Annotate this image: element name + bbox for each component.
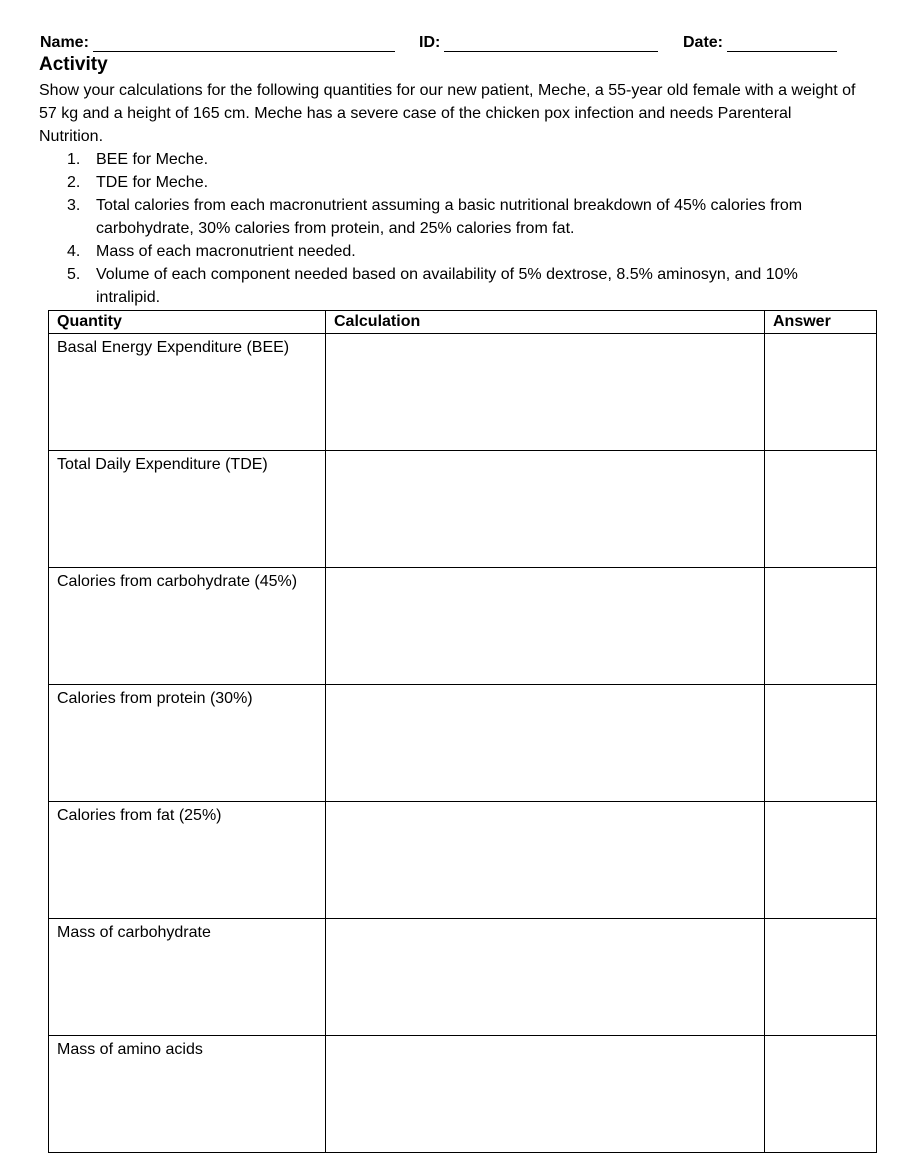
- task-text: BEE for Meche.: [96, 151, 209, 168]
- quantity-cell: Mass of amino acids: [49, 1036, 326, 1153]
- table-row: [49, 568, 877, 685]
- calculation-cell[interactable]: [326, 451, 765, 568]
- table-header-row: [49, 311, 877, 334]
- activity-title: Activity: [39, 54, 108, 75]
- calculation-cell[interactable]: [326, 685, 765, 802]
- name-field: [40, 30, 395, 52]
- answer-cell[interactable]: [765, 685, 877, 802]
- answer-cell[interactable]: [765, 1036, 877, 1153]
- table-row: [49, 802, 877, 919]
- quantity-cell: Calories from carbohydrate (45%): [49, 568, 326, 685]
- calculation-cell[interactable]: [326, 919, 765, 1036]
- task-number: 3.: [67, 197, 81, 214]
- task-item: [40, 148, 840, 171]
- name-label: Name:: [40, 34, 89, 51]
- answer-cell[interactable]: [765, 919, 877, 1036]
- id-label: ID:: [419, 34, 441, 51]
- date-field: [683, 30, 837, 52]
- task-number: 4.: [67, 243, 81, 260]
- task-number: 5.: [67, 266, 81, 283]
- column-header-answer: Answer: [765, 311, 877, 334]
- date-label: Date:: [683, 34, 724, 51]
- answer-cell[interactable]: [765, 334, 877, 451]
- task-number: 1.: [67, 151, 81, 168]
- column-header-calculation: Calculation: [326, 311, 765, 334]
- task-item: [40, 194, 840, 240]
- task-item: [40, 171, 840, 194]
- task-text: Volume of each component needed based on availability of 5% dextrose, 8.5% aminosyn, and 10% intralipid.: [96, 266, 798, 306]
- calculation-table: [48, 310, 877, 1153]
- quantity-cell: Calories from protein (30%): [49, 685, 326, 802]
- task-number: 2.: [67, 174, 81, 191]
- table-row: [49, 451, 877, 568]
- table-row: [49, 685, 877, 802]
- table-row: [49, 919, 877, 1036]
- calculation-cell[interactable]: [326, 1036, 765, 1153]
- column-header-quantity: Quantity: [49, 311, 326, 334]
- activity-intro: Show your calculations for the following quantities for our new patient, Meche, a 55-year old female with a weight of 57 kg and a height of 165 cm. Meche has a severe case of the chicken pox infection and needs Parenteral Nutrition.: [39, 82, 856, 145]
- id-blank[interactable]: [444, 37, 658, 52]
- calculation-cell[interactable]: [326, 334, 765, 451]
- quantity-cell: Basal Energy Expenditure (BEE): [49, 334, 326, 451]
- answer-cell[interactable]: [765, 802, 877, 919]
- date-blank[interactable]: [727, 37, 837, 52]
- task-item: [40, 240, 840, 263]
- table-row: [49, 334, 877, 451]
- quantity-cell: Total Daily Expenditure (TDE): [49, 451, 326, 568]
- task-text: Mass of each macronutrient needed.: [96, 243, 356, 260]
- task-text: TDE for Meche.: [96, 174, 209, 191]
- quantity-cell: Calories from fat (25%): [49, 802, 326, 919]
- name-blank[interactable]: [93, 37, 395, 52]
- calculation-cell[interactable]: [326, 802, 765, 919]
- task-list: [40, 148, 840, 309]
- task-text: Total calories from each macronutrient assuming a basic nutritional breakdown of 45% calories from carbohydrate, 30% calories from protein, and 25% calories from fat.: [96, 197, 803, 237]
- table-row: [49, 1036, 877, 1153]
- id-field: [419, 30, 658, 52]
- quantity-cell: Mass of carbohydrate: [49, 919, 326, 1036]
- student-info-header: [40, 30, 846, 54]
- answer-cell[interactable]: [765, 568, 877, 685]
- calculation-cell[interactable]: [326, 568, 765, 685]
- answer-cell[interactable]: [765, 451, 877, 568]
- task-item: [40, 263, 840, 309]
